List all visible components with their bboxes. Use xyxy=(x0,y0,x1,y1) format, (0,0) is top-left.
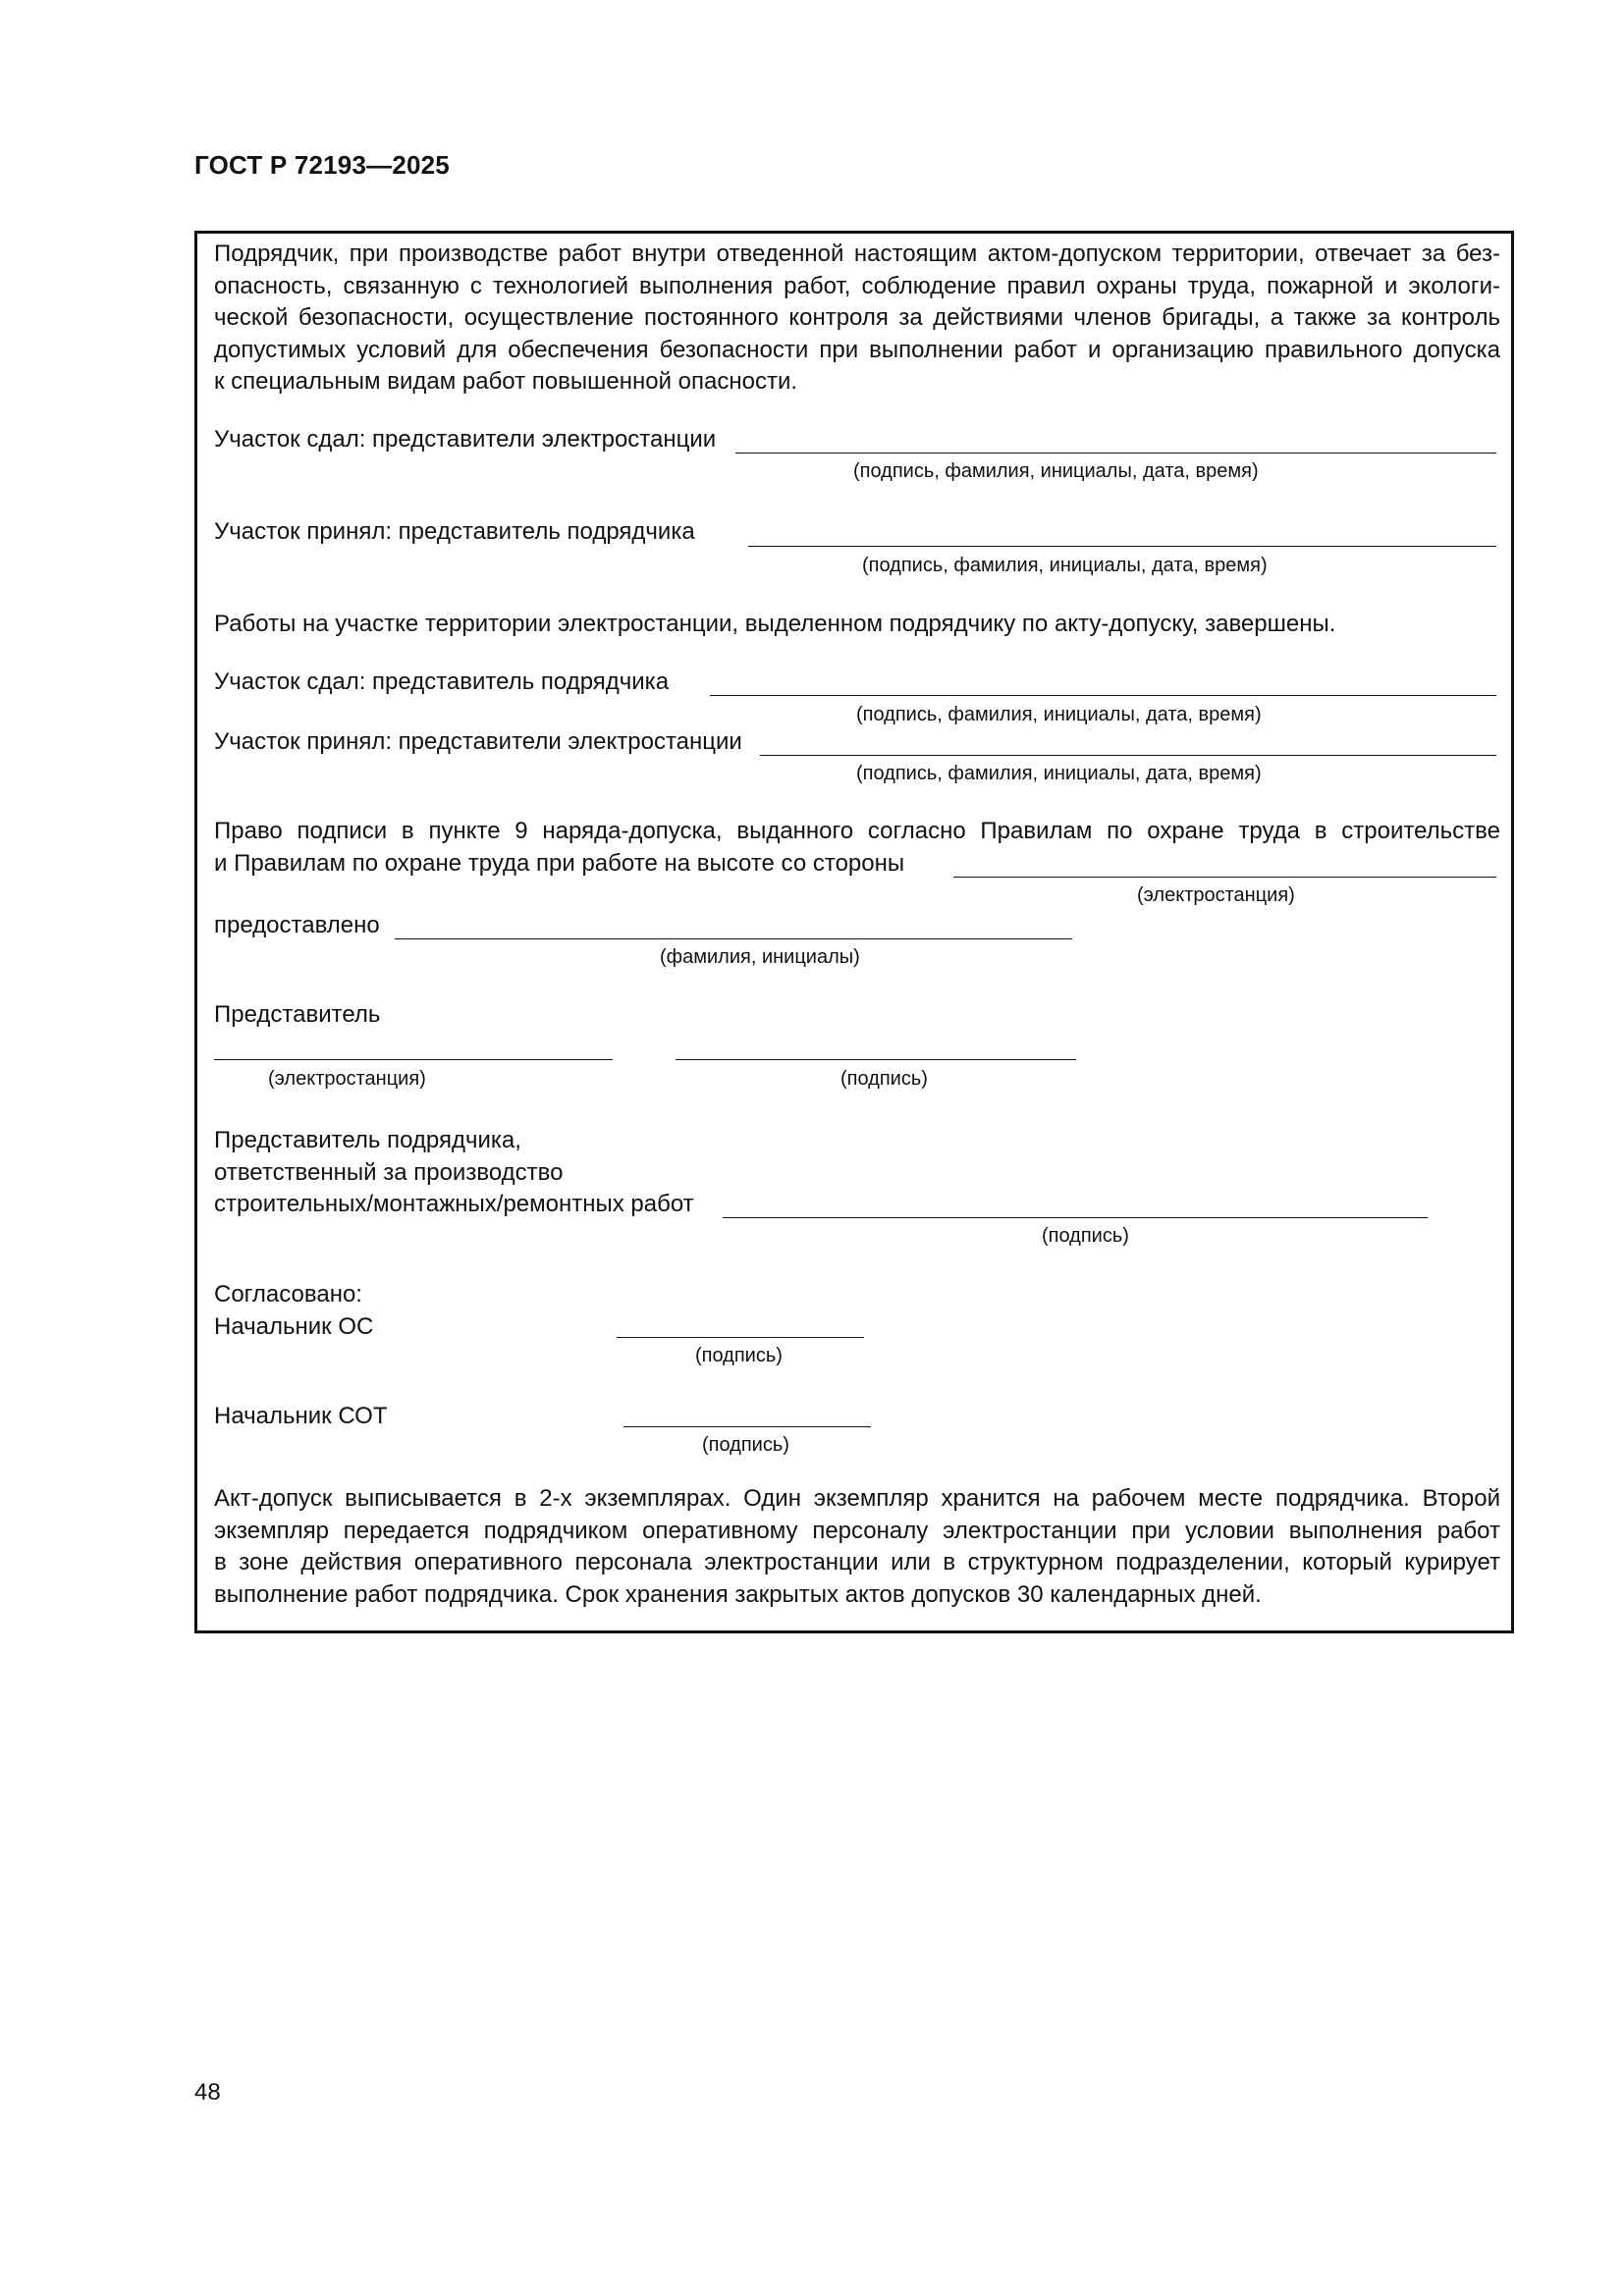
closing-paragraph xyxy=(214,1483,1500,1611)
handover-end-given-caption: (подпись, фамилия, инициалы, дата, время) xyxy=(856,704,1262,725)
paragraph-line: Подрядчик, при производстве работ внутри отведенной настоящим актом-допуском территории, отвечает за без- xyxy=(214,240,1500,267)
handover-end-accepted-label: Участок принял: представители электростанции xyxy=(214,728,742,755)
contractor-rep-line: ответственный за производство xyxy=(214,1159,564,1186)
signature-right-text xyxy=(214,816,1500,848)
handover-start-accepted-label: Участок принял: представитель подрядчика xyxy=(214,518,695,545)
os-head-signature-caption: (подпись) xyxy=(695,1345,783,1366)
handover-start-given-field[interactable] xyxy=(735,453,1496,454)
representative-signature-field[interactable] xyxy=(676,1059,1076,1060)
contractor-rep-line: Представитель подрядчика, xyxy=(214,1127,521,1153)
representative-signature-caption: (подпись) xyxy=(840,1068,928,1090)
paragraph-line: к специальным видам работ повышенной опасности. xyxy=(214,368,798,395)
handover-start-given-label: Участок сдал: представители электростанции xyxy=(214,426,717,453)
paragraph-line: допустимых условий для обеспечения безопасности при выполнении работ и организацию правильного допуска xyxy=(214,336,1500,363)
agreed-label: Согласовано: xyxy=(214,1281,362,1308)
paragraph-line: экземпляр передается подрядчиком оперативному персоналу электростанции при условии выполнения работ xyxy=(214,1517,1500,1544)
granted-label: предоставлено xyxy=(214,912,380,938)
contractor-rep-signature-field[interactable] xyxy=(723,1217,1428,1218)
handover-start-given-caption: (подпись, фамилия, инициалы, дата, время) xyxy=(853,460,1259,482)
handover-end-accepted-field[interactable] xyxy=(760,755,1496,756)
paragraph-line: выполнение работ подрядчика. Срок хранения закрытых актов допусков 30 календарных дней. xyxy=(214,1580,1262,1608)
signature-right-line2: и Правилам по охране труда при работе на высоте со стороны xyxy=(214,850,905,877)
contractor-rep-line: строительных/монтажных/ремонтных работ xyxy=(214,1191,694,1217)
sot-head-label: Начальник СОТ xyxy=(214,1403,388,1429)
handover-start-accepted-caption: (подпись, фамилия, инициалы, дата, время) xyxy=(862,555,1268,576)
document-header: ГОСТ Р 72193—2025 xyxy=(194,150,450,180)
signature-right-party-caption: (электростанция) xyxy=(1137,884,1295,906)
os-head-signature-field[interactable] xyxy=(617,1337,864,1338)
sot-head-signature-field[interactable] xyxy=(623,1426,871,1427)
form-frame xyxy=(194,231,1514,1633)
handover-end-given-label: Участок сдал: представитель подрядчика xyxy=(214,668,670,695)
completion-text: Работы на участке территории электростанции, выделенном подрядчику по акту-допуску, завершены. xyxy=(214,611,1336,637)
representative-station-field[interactable] xyxy=(214,1059,613,1060)
paragraph-line: Право подписи в пункте 9 наряда-допуска, выданного согласно Правилам по охране труда в строительстве xyxy=(214,818,1500,844)
signature-right-party-field[interactable] xyxy=(953,877,1496,878)
os-head-label: Начальник ОС xyxy=(214,1313,374,1340)
handover-start-accepted-field[interactable] xyxy=(748,546,1496,547)
paragraph-line: ческой безопасности, осуществление постоянного контроля за действиями членов бригады, а также за контроль xyxy=(214,304,1500,331)
granted-name-field[interactable] xyxy=(395,938,1072,939)
sot-head-signature-caption: (подпись) xyxy=(702,1434,789,1456)
handover-end-given-field[interactable] xyxy=(710,695,1496,696)
paragraph-line: опасность, связанную с технологией выполнения работ, соблюдение правил охраны труда, пожарной и экологи- xyxy=(214,272,1500,299)
handover-end-accepted-caption: (подпись, фамилия, инициалы, дата, время) xyxy=(856,763,1262,784)
granted-name-caption: (фамилия, инициалы) xyxy=(660,946,860,968)
contractor-rep-signature-caption: (подпись) xyxy=(1042,1225,1129,1247)
paragraph-line: в зоне действия оперативного персонала электростанции или в структурном подразделении, который курирует xyxy=(214,1549,1500,1575)
paragraph-line: Акт-допуск выписывается в 2-х экземплярах. Один экземпляр хранится на рабочем месте подрядчика. Второй xyxy=(214,1485,1500,1512)
page-number: 48 xyxy=(194,2079,221,2106)
intro-paragraph xyxy=(214,239,1500,399)
representative-station-caption: (электростанция) xyxy=(268,1068,426,1090)
representative-label: Представитель xyxy=(214,1001,381,1028)
